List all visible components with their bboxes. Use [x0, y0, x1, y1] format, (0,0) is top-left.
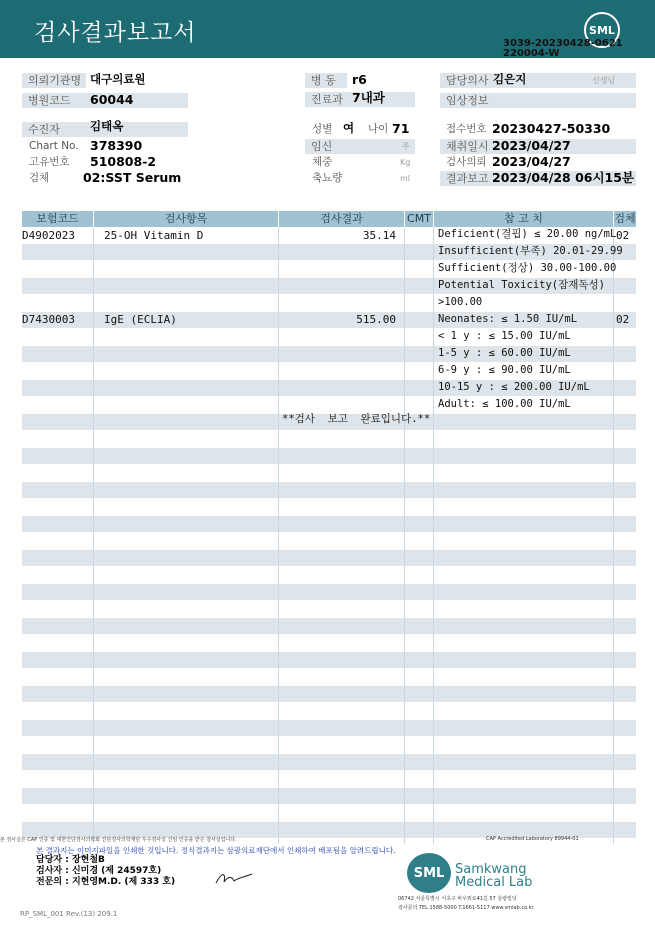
- col-specimen: 검체: [614, 212, 636, 225]
- unique-value: 510808-2: [90, 154, 157, 169]
- col-reference: 참 고 치: [434, 211, 613, 227]
- table-row-stripe: [22, 550, 636, 566]
- sex-label: 성별: [312, 123, 333, 135]
- urine-label: 축뇨량: [312, 172, 343, 184]
- row2-code: D7430003: [22, 313, 75, 326]
- row1-code: D4902023: [22, 229, 75, 242]
- row2-reference-line: Adult: ≤ 100.00 IU/mL: [438, 398, 571, 410]
- receipt-label: 접수번호: [446, 123, 487, 135]
- table-row-stripe: [22, 584, 636, 600]
- report-title: 검사결과보고서: [34, 20, 197, 46]
- lab-name: Samkwang Medical Lab: [455, 862, 533, 890]
- row2-result: 515.00: [356, 313, 396, 326]
- table-row-stripe: [22, 516, 636, 532]
- ward-value: r6: [352, 72, 367, 87]
- column-divider: [433, 227, 434, 844]
- institution-value: 대구의료원: [90, 72, 146, 86]
- specimen-label: 검체: [29, 172, 50, 184]
- row1-item: 25-OH Vitamin D: [104, 229, 204, 242]
- row1-reference-line: Insufficient(부족) 20.01-29.99: [438, 245, 623, 257]
- table-row-stripe: [22, 788, 636, 804]
- row2-item: IgE (ECLIA): [104, 313, 177, 326]
- row2-specimen: 02: [616, 313, 630, 326]
- sml-logo-icon: SML: [584, 12, 620, 48]
- table-row-stripe: [22, 686, 636, 702]
- row1-reference-line: Potential Toxicity(잠재독성): [438, 279, 606, 291]
- specimen-value: 02:SST Serum: [83, 170, 182, 185]
- table-row-stripe: [22, 720, 636, 736]
- specialist: 전문의 : 지현영M.D. (제 333 호): [36, 877, 176, 887]
- print-notice: 본 결과지는 이미지파일을 인쇄한 것입니다. 정식결과지는 삼광의료재단에서 인쇄하여 배포됨을 알려드립니다.: [36, 846, 396, 855]
- row2-reference-line: < 1 y : ≤ 15.00 IU/mL: [438, 330, 571, 342]
- hospital-code-value: 60044: [90, 92, 134, 107]
- table-row-stripe: [22, 448, 636, 464]
- sex-value: 여: [343, 121, 355, 135]
- clinical-info-label: 임상정보: [440, 93, 636, 108]
- row1-result: 35.14: [362, 229, 396, 242]
- chart-value: 378390: [90, 138, 143, 153]
- lab-logo-icon: SML: [407, 853, 451, 893]
- table-row-stripe: [22, 754, 636, 770]
- collection-value: 2023/04/27: [492, 138, 571, 153]
- age-label: 나이: [368, 123, 389, 135]
- hospital-code-label: 병원코드: [22, 93, 188, 108]
- row1-specimen: 02: [616, 229, 630, 242]
- lab-contact: 검사문의 TEL 1588-5000 T.1661-5117 www.smlab.co.kr: [398, 905, 534, 911]
- completion-note: **검사 보고 완료입니다.**: [282, 413, 431, 425]
- chart-label: Chart No.: [29, 140, 79, 152]
- inspector: 검사자 : 신미경 (제 24597호): [36, 866, 162, 876]
- lab-address: 06742 서울특별시 서초구 바우뫼로41길 57 삼광빌딩: [398, 896, 517, 902]
- weight-unit: Kg: [400, 158, 411, 167]
- accreditation-note: 본 검사실은 CAP 인증 및 대한진단검사의학회 진단검사의학재단 우수검사실 신임 인증을 받은 검사실입니다.: [0, 837, 237, 843]
- table-row-stripe: [22, 482, 636, 498]
- urine-unit: ml: [400, 174, 411, 183]
- dept-label: 진료과: [305, 92, 415, 107]
- row1-reference-line: Deficient(결핍) ≤ 20.00 ng/mL: [438, 228, 617, 240]
- col-insurance-code: 보험코드: [22, 211, 93, 227]
- row1-reference-line: >100.00: [438, 296, 483, 308]
- document-id: 3039-20230428-0621 220004-W: [503, 38, 623, 59]
- column-divider: [93, 227, 94, 844]
- ward-label: 병 동: [305, 73, 347, 88]
- report-date-value: 2023/04/28 06시15분: [492, 170, 635, 185]
- reporter: 담당자 : 장현철B: [36, 855, 105, 865]
- row2-reference-line: Neonates: ≤ 1.50 IU/mL: [438, 313, 578, 325]
- col-test-item: 검사항목: [94, 211, 278, 227]
- table-row-stripe: [22, 652, 636, 668]
- signature-icon: [214, 870, 258, 886]
- doctor-label: 담당의사: [440, 73, 636, 88]
- report-date-label: 결과보고: [440, 171, 636, 186]
- receipt-value: 20230427-50330: [492, 121, 611, 136]
- pregnancy-label: 임신: [305, 139, 415, 154]
- col-result: 검사결과: [279, 211, 404, 227]
- cap-number: CAP Accredited Laboratory 89944-01: [486, 836, 579, 842]
- table-row-stripe: [22, 618, 636, 634]
- row2-reference-line: 6-9 y : ≤ 90.00 IU/mL: [438, 364, 571, 376]
- patient-value: 김태옥: [90, 119, 124, 133]
- revision-code: RP_SML_001 Rev.(13) 209.1: [20, 910, 118, 918]
- col-cmt: CMT: [405, 211, 433, 227]
- column-divider: [404, 227, 405, 844]
- institution-label: 의뢰기관명: [22, 73, 86, 88]
- request-label: 검사의뢰: [446, 156, 487, 168]
- unique-label: 고유번호: [29, 156, 70, 168]
- doctor-suffix: 선생님: [592, 76, 616, 85]
- row2-reference-line: 10-15 y : ≤ 200.00 IU/mL: [438, 381, 590, 393]
- column-divider: [613, 227, 614, 844]
- age-value: 71: [392, 121, 410, 136]
- weight-label: 체중: [312, 156, 333, 168]
- doctor-value: 김은지: [493, 72, 527, 86]
- dept-value: 7내과: [352, 90, 385, 105]
- row1-reference-line: Sufficient(정상) 30.00-100.00: [438, 262, 617, 274]
- patient-label: 수진자: [22, 122, 188, 137]
- collection-label: 채취일시: [440, 139, 636, 154]
- row2-reference-line: 1-5 y : ≤ 60.00 IU/mL: [438, 347, 571, 359]
- pregnancy-unit: 주: [402, 142, 410, 151]
- request-value: 2023/04/27: [492, 154, 571, 169]
